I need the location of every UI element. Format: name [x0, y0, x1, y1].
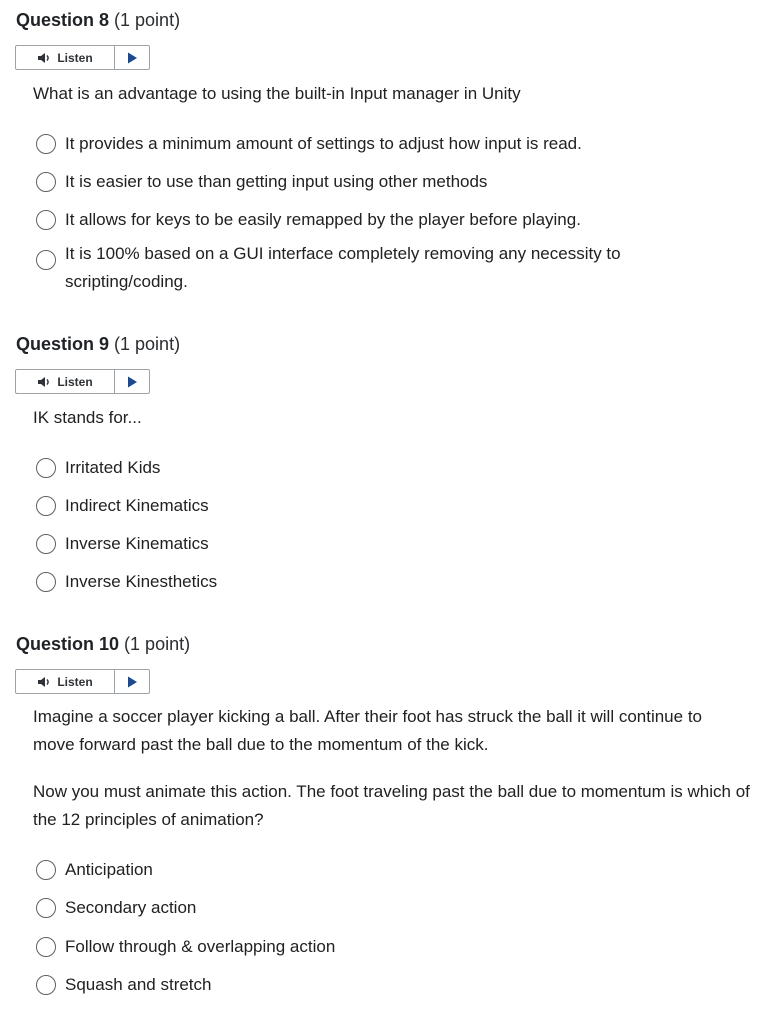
radio-button[interactable] [36, 210, 56, 230]
option-label: Squash and stretch [65, 975, 212, 994]
play-icon [127, 52, 138, 64]
option-label: Inverse Kinesthetics [65, 572, 218, 591]
option-label: Anticipation [65, 860, 153, 879]
question-prompt: Imagine a soccer player kicking a ball. After their foot has struck the ball it will continue to move forward past the ball due to the momentum of the kick. [33, 707, 702, 754]
answer-option[interactable] [36, 240, 736, 296]
option-label: It is 100% based on a GUI interface completely removing any necessity to scripting/coding. [65, 244, 621, 291]
listen-control [15, 369, 150, 394]
radio-button[interactable] [36, 860, 56, 880]
answer-option[interactable] [36, 454, 736, 482]
radio-button[interactable] [36, 937, 56, 957]
play-button[interactable] [115, 46, 149, 69]
radio-button[interactable] [36, 250, 56, 270]
listen-control [15, 45, 150, 70]
listen-label: Listen [57, 674, 93, 689]
question-prompt: IK stands for... [33, 408, 142, 427]
option-label: Follow through & overlapping action [65, 937, 336, 956]
question-title [16, 634, 190, 655]
speaker-icon [37, 52, 52, 64]
answer-option[interactable] [36, 492, 736, 520]
listen-button[interactable] [16, 670, 115, 693]
option-label: Irritated Kids [65, 458, 161, 477]
option-label: It provides a minimum amount of settings to adjust how input is read. [65, 134, 582, 153]
listen-button[interactable] [16, 46, 115, 69]
option-label: Secondary action [65, 898, 197, 917]
answer-option[interactable] [36, 206, 736, 234]
radio-button[interactable] [36, 458, 56, 478]
radio-button[interactable] [36, 572, 56, 592]
question-points: (1 point) [124, 634, 191, 654]
option-label: It allows for keys to be easily remapped by the player before playing. [65, 210, 581, 229]
question-title [16, 334, 180, 355]
answer-option[interactable] [36, 568, 736, 596]
question-title [16, 10, 180, 31]
speaker-icon [37, 376, 52, 388]
question-number: Question 9 [16, 334, 110, 354]
answer-option[interactable] [36, 168, 736, 196]
answer-option[interactable] [36, 894, 736, 922]
question-number: Question 8 [16, 10, 110, 30]
question-points: (1 point) [114, 334, 181, 354]
listen-control [15, 669, 150, 694]
question-prompt: What is an advantage to using the built-in Input manager in Unity [33, 84, 521, 103]
radio-button[interactable] [36, 172, 56, 192]
answer-option[interactable] [36, 971, 736, 999]
listen-label: Listen [57, 374, 93, 389]
play-icon [127, 376, 138, 388]
option-label: It is easier to use than getting input using other methods [65, 172, 488, 191]
option-label: Inverse Kinematics [65, 534, 209, 553]
radio-button[interactable] [36, 975, 56, 995]
radio-button[interactable] [36, 898, 56, 918]
answer-option[interactable] [36, 933, 736, 961]
answer-option[interactable] [36, 130, 736, 158]
play-button[interactable] [115, 670, 149, 693]
radio-button[interactable] [36, 534, 56, 554]
radio-button[interactable] [36, 496, 56, 516]
speaker-icon [37, 676, 52, 688]
play-button[interactable] [115, 370, 149, 393]
answer-option[interactable] [36, 856, 736, 884]
question-points: (1 point) [114, 10, 181, 30]
play-icon [127, 676, 138, 688]
answer-option[interactable] [36, 530, 736, 558]
option-label: Indirect Kinematics [65, 496, 209, 515]
question-number: Question 10 [16, 634, 120, 654]
radio-button[interactable] [36, 134, 56, 154]
listen-button[interactable] [16, 370, 115, 393]
listen-label: Listen [57, 50, 93, 65]
question-prompt: Now you must animate this action. The foot traveling past the ball due to momentum is which of the 12 principles of animation? [33, 782, 750, 829]
